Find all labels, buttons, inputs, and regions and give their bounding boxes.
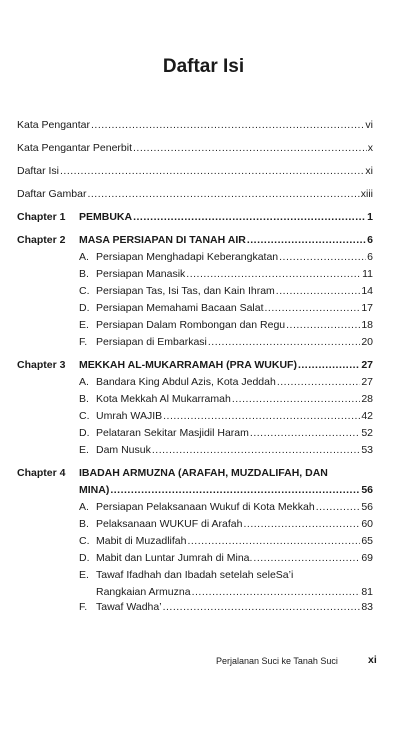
dot-leader	[110, 483, 360, 497]
dot-leader	[87, 187, 359, 201]
section-label: Persiapan Menghadapi Keberangkatan	[96, 251, 279, 263]
toc-entry[interactable]	[17, 164, 373, 178]
dot-leader	[192, 585, 361, 599]
toc-entry[interactable]	[17, 141, 373, 155]
section-letter: C.	[79, 410, 90, 422]
section-label: Persiapan Tas, Isi Tas, dan Kain Ihram	[96, 285, 275, 297]
dot-leader	[250, 426, 360, 440]
section-label: Kota Mekkah Al Mukarramah	[96, 393, 231, 405]
chapter-page: 27	[361, 359, 373, 371]
chapter-title-cont: MINA)	[79, 484, 110, 496]
section-page: 14	[361, 285, 373, 297]
section-label: Pelataran Sekitar Masjidil Haram	[96, 427, 249, 439]
dot-leader	[232, 392, 361, 406]
section-page: 11	[362, 268, 373, 280]
section-label: Pelaksanaan WUKUF di Arafah	[96, 518, 243, 530]
section-entry[interactable]	[79, 318, 373, 332]
section-label: Mabit di Muzadlifah	[96, 535, 187, 547]
section-letter: B.	[79, 268, 89, 280]
section-entry[interactable]	[79, 250, 373, 264]
dot-leader	[279, 250, 366, 264]
chapter-title-entry[interactable]	[79, 210, 373, 224]
section-page: 20	[361, 336, 373, 348]
section-label: Bandara King Abdul Azis, Kota Jeddah	[96, 376, 276, 388]
chapter-title-entry[interactable]	[79, 483, 373, 497]
chapter-page: 56	[361, 484, 373, 496]
section-label: Persiapan Memahami Bacaan Salat	[96, 302, 264, 314]
toc-entry-label: Daftar Isi	[17, 165, 60, 177]
dot-leader	[265, 301, 361, 315]
chapter-page: 6	[367, 234, 373, 246]
dot-leader	[276, 284, 361, 298]
chapter-page: 1	[367, 211, 373, 223]
chapter-title: PEMBUKA	[79, 211, 133, 223]
dot-leader	[253, 551, 360, 565]
chapter-title: MEKKAH AL-MUKARRAMAH (PRA WUKUF)	[79, 359, 297, 371]
section-page: 42	[361, 410, 373, 422]
section-label: Persiapan Pelaksanaan Wukuf di Kota Mekkah	[96, 501, 315, 513]
section-letter: D.	[79, 552, 90, 564]
section-letter: A.	[79, 251, 89, 263]
section-entry[interactable]	[79, 500, 373, 514]
dot-leader	[298, 358, 360, 372]
section-page: 52	[361, 427, 373, 439]
toc-entry-page: x	[367, 142, 373, 154]
section-letter: D.	[79, 427, 90, 439]
section-letter: A.	[79, 376, 89, 388]
dot-leader	[247, 233, 366, 247]
dot-leader	[60, 164, 364, 178]
section-label: Umrah WAJIB	[96, 410, 163, 422]
dot-leader	[286, 318, 360, 332]
section-entry-line[interactable]	[79, 568, 373, 582]
section-entry[interactable]	[79, 409, 373, 423]
toc-entry-label: Kata Pengantar Penerbit	[17, 142, 132, 154]
toc-entry-label: Daftar Gambar	[17, 188, 87, 200]
section-label: Tawaf Wadha’	[96, 601, 162, 613]
section-entry[interactable]	[79, 426, 373, 440]
footer-page-number: xi	[368, 654, 377, 666]
chapter-number: Chapter 4	[17, 467, 66, 479]
dot-leader	[187, 534, 360, 548]
section-letter: E.	[79, 569, 89, 581]
toc-entry[interactable]	[17, 118, 373, 132]
section-entry[interactable]	[96, 585, 373, 599]
toc-entry-page: xiii	[360, 188, 373, 200]
section-page: 53	[361, 444, 373, 456]
section-entry[interactable]	[79, 551, 373, 565]
section-letter: C.	[79, 285, 90, 297]
section-letter: C.	[79, 535, 90, 547]
section-letter: A.	[79, 501, 89, 513]
section-entry[interactable]	[79, 284, 373, 298]
dot-leader	[152, 443, 360, 457]
section-letter: F.	[79, 601, 88, 613]
dot-leader	[91, 118, 364, 132]
section-letter: E.	[79, 444, 89, 456]
toc-entry[interactable]	[17, 187, 373, 201]
section-label: Persiapan Manasik	[96, 268, 186, 280]
section-page: 65	[361, 535, 373, 547]
section-entry[interactable]	[79, 335, 373, 349]
section-label: Persiapan di Embarkasi	[96, 336, 207, 348]
section-letter: D.	[79, 302, 90, 314]
chapter-number: Chapter 3	[17, 359, 66, 371]
section-page: 17	[361, 302, 373, 314]
section-entry[interactable]	[79, 267, 373, 281]
section-entry[interactable]	[79, 443, 373, 457]
section-page: 18	[361, 319, 373, 331]
dot-leader	[244, 517, 361, 531]
chapter-title-entry[interactable]	[79, 233, 373, 247]
section-label: Dam Nusuk	[96, 444, 151, 456]
section-letter: F.	[79, 336, 88, 348]
dot-leader	[277, 375, 361, 389]
section-letter: B.	[79, 393, 89, 405]
section-label: Tawaf Ifadhah dan Ibadah setelah seleSa’i	[96, 569, 294, 581]
dot-leader	[163, 409, 360, 423]
dot-leader	[316, 500, 361, 514]
section-letter: B.	[79, 518, 89, 530]
dot-leader	[208, 335, 360, 349]
footer-book-title: Perjalanan Suci ke Tanah Suci	[216, 656, 338, 666]
toc-entry-page: xi	[365, 165, 373, 177]
section-page: 27	[361, 376, 373, 388]
section-entry[interactable]	[79, 534, 373, 548]
dot-leader	[163, 600, 361, 614]
chapter-title-line	[79, 466, 373, 480]
section-entry[interactable]	[79, 600, 373, 614]
dot-leader	[133, 141, 367, 155]
section-page: 28	[361, 393, 373, 405]
toc-entry-label: Kata Pengantar	[17, 119, 90, 131]
page-title: Daftar Isi	[162, 56, 245, 77]
section-label: Persiapan Dalam Rombongan dan Regu	[96, 319, 286, 331]
section-page: 83	[361, 601, 373, 613]
chapter-number: Chapter 1	[17, 211, 66, 223]
chapter-title: IBADAH ARMUZNA (ARAFAH, MUZDALIFAH, DAN	[79, 467, 328, 479]
section-page: 56	[361, 501, 373, 513]
toc-entry-page: vi	[365, 119, 373, 131]
section-page: 81	[361, 586, 373, 598]
section-page: 69	[361, 552, 373, 564]
dot-leader	[186, 267, 361, 281]
section-label-cont: Rangkaian Armuzna	[96, 586, 191, 598]
section-label: Mabit dan Luntar Jumrah di Mina.	[96, 552, 253, 564]
section-page: 60	[361, 518, 373, 530]
dot-leader	[133, 210, 366, 224]
section-entry[interactable]	[79, 392, 373, 406]
section-entry[interactable]	[79, 375, 373, 389]
chapter-title: MASA PERSIAPAN DI TANAH AIR	[79, 234, 246, 246]
section-entry[interactable]	[79, 517, 373, 531]
section-page: 6	[367, 251, 373, 263]
chapter-number: Chapter 2	[17, 234, 66, 246]
section-entry[interactable]	[79, 301, 373, 315]
chapter-title-entry[interactable]	[79, 358, 373, 372]
section-letter: E.	[79, 319, 89, 331]
